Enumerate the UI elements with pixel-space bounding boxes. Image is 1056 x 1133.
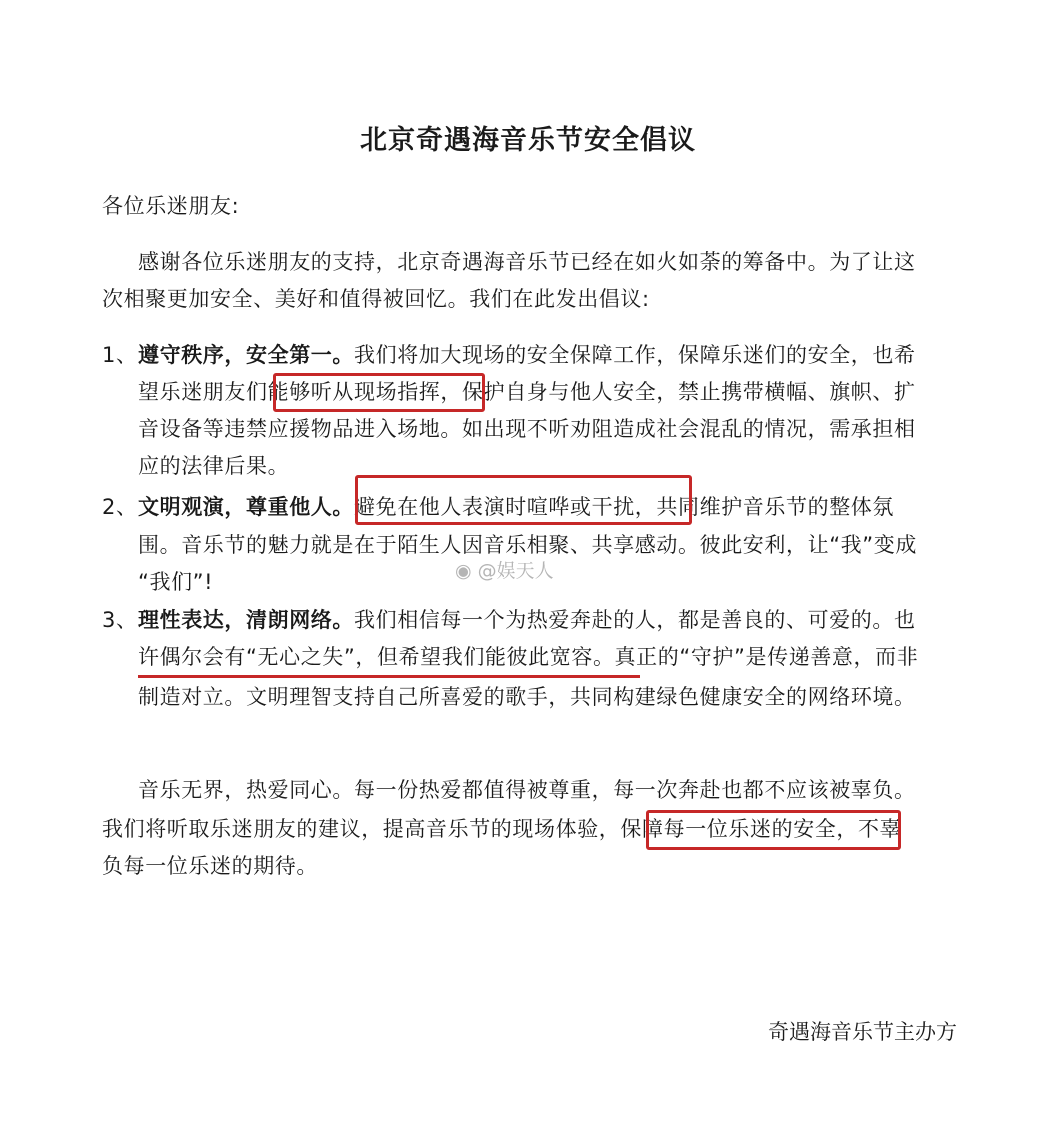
- highlight-underline-tolerance: [138, 675, 640, 678]
- item-3-first-line: [102, 602, 916, 638]
- document-title: 北京奇遇海音乐节安全倡议: [360, 125, 696, 156]
- item-1-first-line: [102, 337, 916, 373]
- highlight-box-safety: [646, 810, 901, 850]
- item-2-heading: 文明观演，尊重他人。: [138, 495, 354, 519]
- weibo-icon: ◉: [455, 560, 472, 582]
- closing-line-2: 我们将听取乐迷朋友的建议，提高音乐节的现场体验，保障每一位乐迷的安全，不辜: [102, 817, 902, 841]
- item-1-number: 1、: [102, 343, 138, 367]
- item-1-line-4: 应的法律后果。: [138, 454, 290, 478]
- highlight-box-listen-command: [273, 373, 485, 412]
- signature: 奇遇海音乐节主办方: [768, 1020, 957, 1044]
- item-3-line-2: 许偶尔会有“无心之失”，但希望我们能彼此宽容。真正的“守护”是传递善意，而非: [138, 645, 919, 669]
- watermark: ◉ @娱天人: [455, 560, 554, 582]
- salutation: 各位乐迷朋友:: [102, 194, 240, 218]
- item-2-text: 避免在他人表演时喧哗或干扰，共同维护音乐节的整体氛: [354, 495, 894, 519]
- highlight-box-avoid-noise: [355, 475, 692, 525]
- item-3-text: 我们相信每一个为热爱奔赴的人，都是善良的、可爱的。也: [354, 608, 916, 632]
- item-3-heading: 理性表达，清朗网络。: [138, 608, 354, 632]
- item-2-number: 2、: [102, 495, 138, 519]
- closing-line-3: 负每一位乐迷的期待。: [102, 854, 318, 878]
- item-3-number: 3、: [102, 608, 138, 632]
- intro-line-2: 次相聚更加安全、美好和值得被回忆。我们在此发出倡议:: [102, 287, 650, 311]
- item-2-line-2: 围。音乐节的魅力就是在于陌生人因音乐相聚、共享感动。彼此安利，让“我”变成: [138, 533, 917, 557]
- item-1-line-3: 音设备等违禁应援物品进入场地。如出现不听劝阻造成社会混乱的情况，需承担相: [138, 417, 916, 441]
- item-2-line-3: “我们”!: [138, 570, 214, 594]
- closing-line-1: 音乐无界，热爱同心。每一份热爱都值得被尊重，每一次奔赴也都不应该被辜负。: [138, 778, 916, 802]
- intro-line-1: 感谢各位乐迷朋友的支持，北京奇遇海音乐节已经在如火如荼的筹备中。为了让这: [138, 250, 916, 274]
- item-1-heading: 遵守秩序，安全第一。: [138, 343, 354, 367]
- item-1-text: 我们将加大现场的安全保障工作，保障乐迷们的安全，也希: [354, 343, 916, 367]
- item-3-line-3: 制造对立。文明理智支持自己所喜爱的歌手，共同构建绿色健康安全的网络环境。: [138, 685, 916, 709]
- item-1-line-2: 望乐迷朋友们能够听从现场指挥，保护自身与他人安全，禁止携带横幅、旗帜、扩: [138, 380, 916, 404]
